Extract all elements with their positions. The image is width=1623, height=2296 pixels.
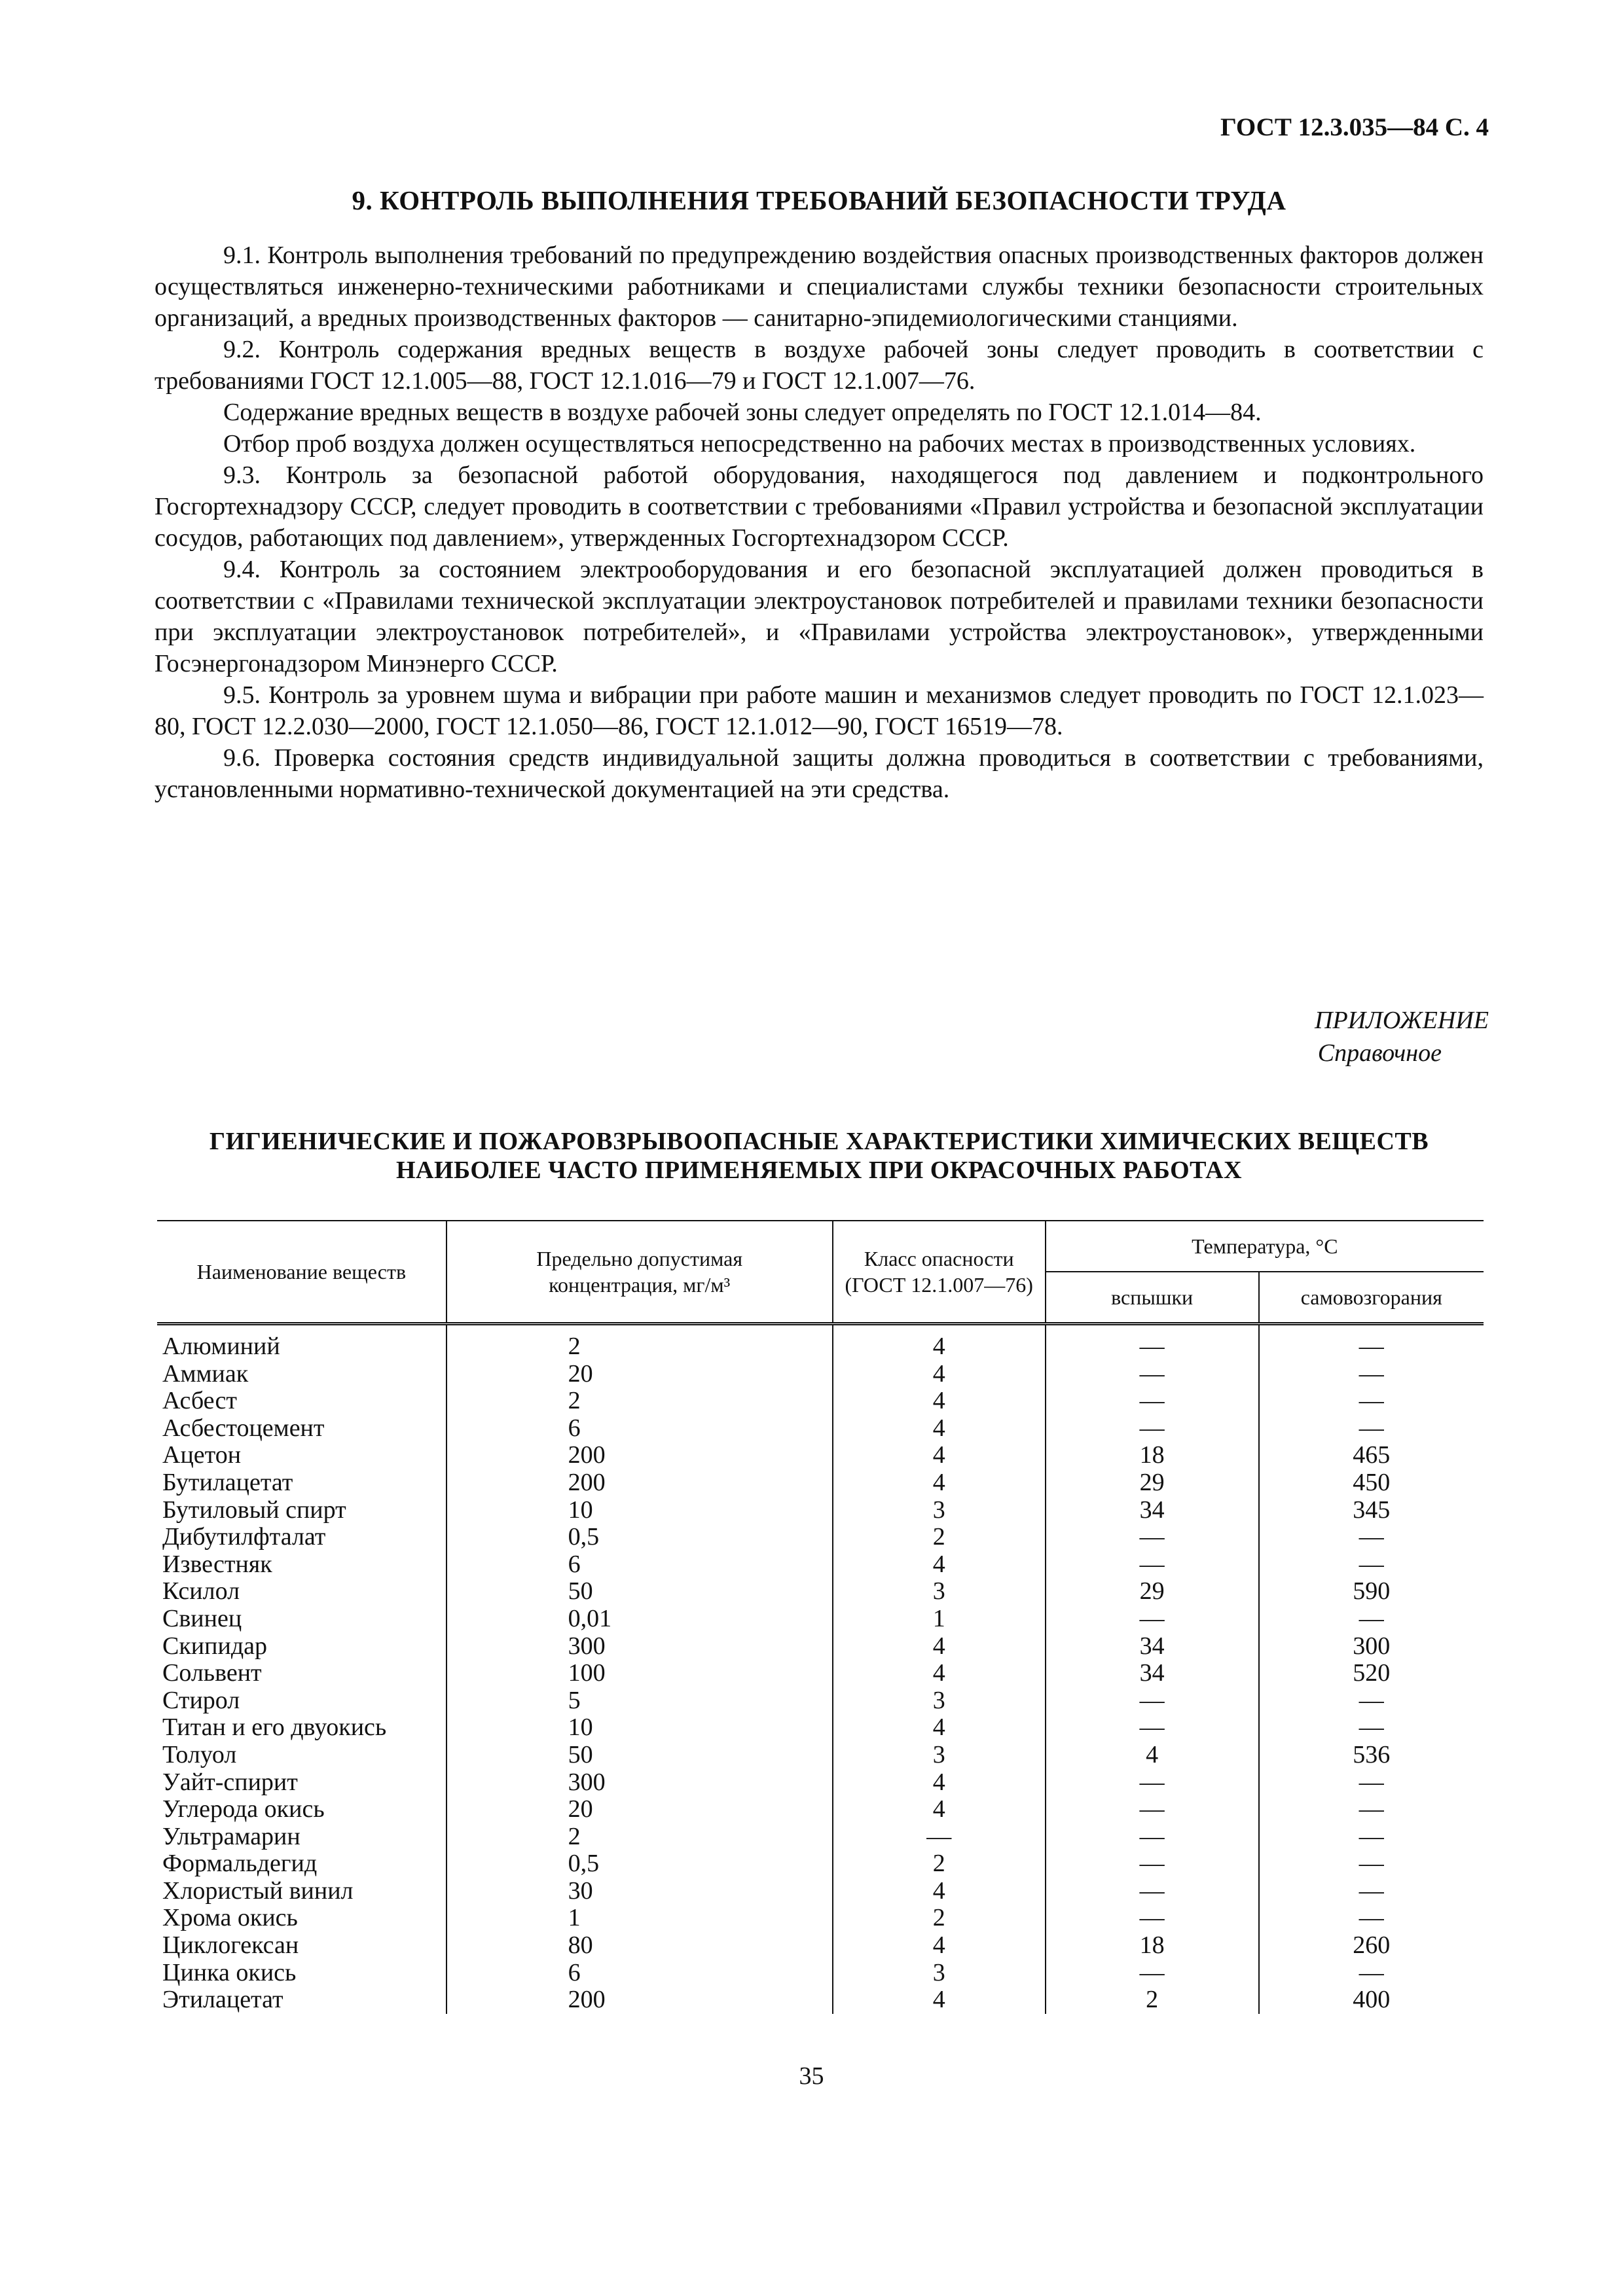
- cell-autoignition-temp: —: [1259, 1878, 1484, 1905]
- table-row: [157, 1878, 1484, 1905]
- cell-autoignition-temp: —: [1259, 1796, 1484, 1823]
- cell-pdk: 1: [447, 1905, 833, 1932]
- paragraph: 9.4. Контроль за состоянием электрооборудования и его безопасной эксплуатацией должен проводиться в соответствии с «Правилами технической эксплуатации электроустановок потребителей и правилами техники безопасности при эксплуатации электроустановок потребителей», и «Правилами устройства электроустановок», утвержденными Госэнергонадзором Минэнерго СССР.: [155, 556, 1484, 677]
- cell-pdk: 200: [447, 1986, 833, 2014]
- table-row: [157, 1361, 1484, 1388]
- cell-autoignition-temp: —: [1259, 1769, 1484, 1797]
- cell-hazard-class: 3: [833, 1742, 1046, 1769]
- cell-autoignition-temp: 400: [1259, 1986, 1484, 2014]
- cell-autoignition-temp: —: [1259, 1687, 1484, 1715]
- cell-hazard-class: 4: [833, 1324, 1046, 1361]
- table-row: [157, 1524, 1484, 1551]
- cell-autoignition-temp: 450: [1259, 1469, 1484, 1497]
- cell-name: Ксилол: [162, 1577, 240, 1605]
- cell-pdk: 0,01: [447, 1605, 833, 1633]
- paragraph: 9.3. Контроль за безопасной работой оборудования, находящегося под давлением и подконтрольного Госгортехнадзору СССР, следует проводить в соответствии с требованиями «Правил устройства и безопасной эксплуатации сосудов, работающих под давлением», утвержденных Госгортехнадзором СССР.: [155, 461, 1484, 552]
- table-header-row: [157, 1221, 1484, 1272]
- cell-name: Углерода окись: [162, 1795, 325, 1823]
- table-row: [157, 1497, 1484, 1524]
- table-title: [155, 1127, 1484, 1185]
- cell-hazard-class: 4: [833, 1415, 1046, 1443]
- cell-autoignition-temp: —: [1259, 1415, 1484, 1443]
- cell-name: Бутиловый спирт: [162, 1496, 346, 1524]
- section-paragraphs: [155, 240, 1484, 805]
- cell-flash-temp: 4: [1046, 1742, 1259, 1769]
- cell-hazard-class: 4: [833, 1769, 1046, 1797]
- cell-name: Асбест: [162, 1387, 237, 1415]
- table-row: [157, 1823, 1484, 1851]
- cell-hazard-class: 3: [833, 1960, 1046, 1987]
- cell-hazard-class: —: [833, 1823, 1046, 1851]
- cell-pdk: 0,5: [447, 1850, 833, 1878]
- appendix-label: ПРИЛОЖЕНИЕ: [1315, 1007, 1489, 1034]
- cell-pdk: 20: [447, 1361, 833, 1388]
- cell-flash-temp: —: [1046, 1823, 1259, 1851]
- cell-name: Стирол: [162, 1686, 240, 1714]
- table-row: [157, 1687, 1484, 1715]
- cell-name: Сольвент: [162, 1659, 262, 1687]
- table-row: [157, 1388, 1484, 1415]
- cell-name: Уайт-спирит: [162, 1768, 298, 1796]
- header-temperature: Температура, °С: [1046, 1221, 1484, 1272]
- cell-pdk: 100: [447, 1660, 833, 1687]
- cell-hazard-class: 2: [833, 1905, 1046, 1932]
- table-row: [157, 1551, 1484, 1579]
- cell-name: Цинка окись: [162, 1958, 297, 1986]
- cell-pdk: 2: [447, 1388, 833, 1415]
- cell-hazard-class: 4: [833, 1633, 1046, 1660]
- cell-autoignition-temp: 345: [1259, 1497, 1484, 1524]
- appendix-label-block: [1315, 1004, 1489, 1069]
- cell-autoignition-temp: —: [1259, 1850, 1484, 1878]
- cell-pdk: 50: [447, 1742, 833, 1769]
- cell-autoignition-temp: —: [1259, 1905, 1484, 1932]
- cell-pdk: 20: [447, 1796, 833, 1823]
- cell-name: Титан и его двуокись: [162, 1713, 387, 1742]
- table-body: [157, 1324, 1484, 2014]
- cell-flash-temp: —: [1046, 1361, 1259, 1388]
- paragraph: Содержание вредных веществ в воздухе рабочей зоны следует определять по ГОСТ 12.1.014—84.: [223, 399, 1262, 426]
- table-row: [157, 1769, 1484, 1797]
- cell-flash-temp: —: [1046, 1714, 1259, 1742]
- cell-flash-temp: 34: [1046, 1633, 1259, 1660]
- cell-name: Формальдегид: [162, 1850, 318, 1878]
- cell-autoignition-temp: —: [1259, 1524, 1484, 1551]
- cell-hazard-class: 4: [833, 1442, 1046, 1469]
- header-name: Наименование веществ: [157, 1221, 447, 1324]
- cell-pdk: 5: [447, 1687, 833, 1715]
- cell-pdk: 50: [447, 1578, 833, 1605]
- cell-pdk: 6: [447, 1551, 833, 1579]
- cell-hazard-class: 4: [833, 1388, 1046, 1415]
- cell-pdk: 0,5: [447, 1524, 833, 1551]
- cell-flash-temp: 2: [1046, 1986, 1259, 2014]
- cell-name: Алюминий: [162, 1333, 280, 1360]
- paragraph: 9.1. Контроль выполнения требований по предупреждению воздействия опасных производственных факторов должен осуществляться инженерно-техническими работниками и специалистами службы техники безопасности строительных организаций, а вредных производственных факторов — санитарно-эпидемиологическими станциями.: [155, 242, 1484, 332]
- cell-autoignition-temp: 520: [1259, 1660, 1484, 1687]
- table-row: [157, 1578, 1484, 1605]
- table-row: [157, 1605, 1484, 1633]
- cell-flash-temp: 34: [1046, 1497, 1259, 1524]
- cell-hazard-class: 4: [833, 1714, 1046, 1742]
- cell-name: Циклогексан: [162, 1931, 299, 1960]
- cell-autoignition-temp: —: [1259, 1605, 1484, 1633]
- cell-flash-temp: —: [1046, 1524, 1259, 1551]
- table-row: [157, 1932, 1484, 1960]
- table-row: [157, 1469, 1484, 1497]
- table-row: [157, 1633, 1484, 1660]
- cell-name: Ацетон: [162, 1441, 242, 1469]
- cell-name: Аммиак: [162, 1359, 249, 1388]
- cell-hazard-class: 3: [833, 1578, 1046, 1605]
- cell-hazard-class: 3: [833, 1497, 1046, 1524]
- cell-autoignition-temp: —: [1259, 1823, 1484, 1851]
- table-row: [157, 1660, 1484, 1687]
- cell-pdk: 200: [447, 1469, 833, 1497]
- header-hazard-class: Класс опасности (ГОСТ 12.1.007—76): [833, 1221, 1046, 1324]
- cell-flash-temp: —: [1046, 1551, 1259, 1579]
- table-row: [157, 1714, 1484, 1742]
- cell-hazard-class: 3: [833, 1687, 1046, 1715]
- cell-pdk: 6: [447, 1960, 833, 1987]
- cell-pdk: 10: [447, 1714, 833, 1742]
- cell-name: Хрома окись: [162, 1904, 298, 1932]
- cell-name: Свинец: [162, 1604, 242, 1632]
- header-autoignition: самовозгорания: [1259, 1272, 1484, 1324]
- cell-flash-temp: 34: [1046, 1660, 1259, 1687]
- page-number: 35: [799, 2062, 824, 2090]
- cell-flash-temp: —: [1046, 1605, 1259, 1633]
- paragraph: Отбор проб воздуха должен осуществляться непосредственно на рабочих местах в производственных условиях.: [223, 430, 1416, 457]
- cell-autoignition-temp: 300: [1259, 1633, 1484, 1660]
- cell-hazard-class: 4: [833, 1361, 1046, 1388]
- cell-autoignition-temp: —: [1259, 1551, 1484, 1579]
- chemicals-table: [157, 1220, 1484, 2014]
- section-title: 9. КОНТРОЛЬ ВЫПОЛНЕНИЯ ТРЕБОВАНИЙ БЕЗОПАСНОСТИ ТРУДА: [352, 185, 1286, 215]
- cell-autoignition-temp: —: [1259, 1388, 1484, 1415]
- page-header-standard-ref: ГОСТ 12.3.035—84 С. 4: [1220, 113, 1489, 141]
- cell-flash-temp: 29: [1046, 1578, 1259, 1605]
- cell-pdk: 6: [447, 1415, 833, 1443]
- cell-pdk: 2: [447, 1324, 833, 1361]
- cell-autoignition-temp: 536: [1259, 1742, 1484, 1769]
- cell-flash-temp: —: [1046, 1850, 1259, 1878]
- cell-name: Толуол: [162, 1740, 237, 1768]
- cell-hazard-class: 4: [833, 1932, 1046, 1960]
- header-pdk: Предельно допустимая концентрация, мг/м³: [447, 1221, 833, 1324]
- table-title-line-1: ГИГИЕНИЧЕСКИЕ И ПОЖАРОВЗРЫВООПАСНЫЕ ХАРАКТЕРИСТИКИ ХИМИЧЕСКИХ ВЕЩЕСТВ: [209, 1128, 1429, 1155]
- table-row: [157, 1986, 1484, 2014]
- table-row: [157, 1742, 1484, 1769]
- cell-pdk: 300: [447, 1633, 833, 1660]
- cell-name: Дибутилфталат: [162, 1523, 326, 1551]
- cell-hazard-class: 4: [833, 1878, 1046, 1905]
- cell-name: Бутилацетат: [162, 1468, 293, 1496]
- cell-flash-temp: —: [1046, 1796, 1259, 1823]
- cell-flash-temp: —: [1046, 1960, 1259, 1987]
- header-flash: вспышки: [1046, 1272, 1259, 1324]
- cell-pdk: 80: [447, 1932, 833, 1960]
- cell-name: Этилацетат: [162, 1986, 283, 2014]
- table-row: [157, 1796, 1484, 1823]
- cell-autoignition-temp: —: [1259, 1714, 1484, 1742]
- table-row: [157, 1905, 1484, 1932]
- cell-hazard-class: 4: [833, 1796, 1046, 1823]
- appendix-type: Справочное: [1317, 1039, 1442, 1067]
- cell-flash-temp: —: [1046, 1769, 1259, 1797]
- cell-name: Ультрамарин: [162, 1822, 301, 1850]
- cell-pdk: 30: [447, 1878, 833, 1905]
- cell-pdk: 10: [447, 1497, 833, 1524]
- table-title-line-2: НАИБОЛЕЕ ЧАСТО ПРИМЕНЯЕМЫХ ПРИ ОКРАСОЧНЫХ РАБОТАХ: [395, 1157, 1243, 1184]
- cell-name: Хлористый винил: [162, 1876, 354, 1905]
- table-row: [157, 1415, 1484, 1443]
- cell-pdk: 200: [447, 1442, 833, 1469]
- cell-autoignition-temp: 260: [1259, 1932, 1484, 1960]
- paragraph: 9.5. Контроль за уровнем шума и вибрации при работе машин и механизмов следует проводить по ГОСТ 12.1.023—80, ГОСТ 12.2.030—2000, ГОСТ 12.1.050—86, ГОСТ 12.1.012—90, ГОСТ 16519—78.: [155, 681, 1484, 740]
- cell-pdk: 300: [447, 1769, 833, 1797]
- cell-autoignition-temp: —: [1259, 1960, 1484, 1987]
- cell-flash-temp: —: [1046, 1687, 1259, 1715]
- cell-flash-temp: —: [1046, 1415, 1259, 1443]
- cell-name: Известняк: [162, 1550, 272, 1578]
- cell-hazard-class: 1: [833, 1605, 1046, 1633]
- cell-flash-temp: —: [1046, 1878, 1259, 1905]
- paragraph: 9.2. Контроль содержания вредных веществ в воздухе рабочей зоны следует проводить в соответствии с требованиями ГОСТ 12.1.005—88, ГОСТ 12.1.016—79 и ГОСТ 12.1.007—76.: [155, 336, 1484, 395]
- cell-autoignition-temp: —: [1259, 1324, 1484, 1361]
- cell-name: Асбестоцемент: [162, 1414, 325, 1442]
- cell-pdk: 2: [447, 1823, 833, 1851]
- cell-hazard-class: 4: [833, 1551, 1046, 1579]
- cell-hazard-class: 4: [833, 1660, 1046, 1687]
- section-9: [155, 185, 1484, 805]
- cell-flash-temp: —: [1046, 1388, 1259, 1415]
- cell-autoignition-temp: 590: [1259, 1578, 1484, 1605]
- cell-flash-temp: 29: [1046, 1469, 1259, 1497]
- cell-hazard-class: 2: [833, 1850, 1046, 1878]
- cell-hazard-class: 4: [833, 1469, 1046, 1497]
- cell-autoignition-temp: 465: [1259, 1442, 1484, 1469]
- cell-name: Скипидар: [162, 1632, 268, 1660]
- table-row: [157, 1324, 1484, 1361]
- table-row: [157, 1442, 1484, 1469]
- table-row: [157, 1850, 1484, 1878]
- cell-autoignition-temp: —: [1259, 1361, 1484, 1388]
- cell-flash-temp: 18: [1046, 1442, 1259, 1469]
- cell-hazard-class: 4: [833, 1986, 1046, 2014]
- cell-flash-temp: —: [1046, 1905, 1259, 1932]
- cell-flash-temp: —: [1046, 1324, 1259, 1361]
- table-row: [157, 1960, 1484, 1987]
- paragraph: 9.6. Проверка состояния средств индивидуальной защиты должна проводиться в соответствии с требованиями, установленными нормативно-технической документацией на эти средства.: [155, 744, 1484, 803]
- cell-flash-temp: 18: [1046, 1932, 1259, 1960]
- cell-hazard-class: 2: [833, 1524, 1046, 1551]
